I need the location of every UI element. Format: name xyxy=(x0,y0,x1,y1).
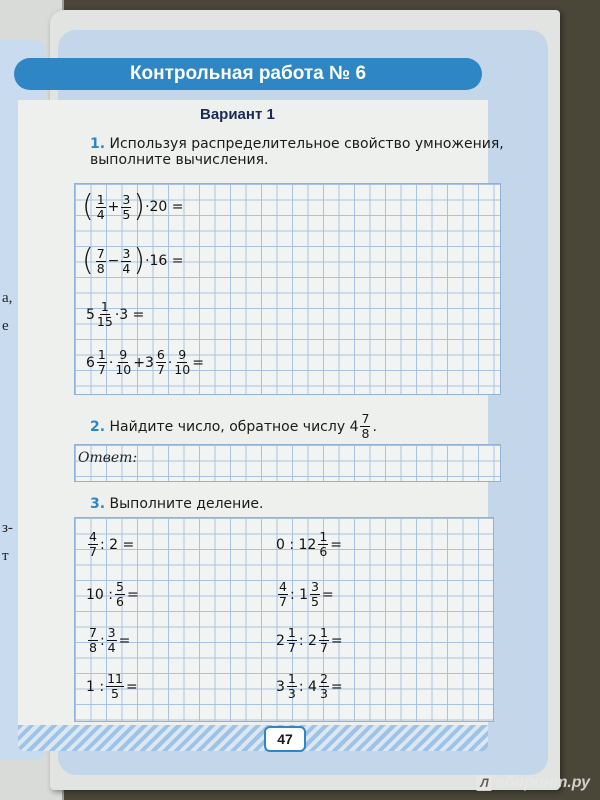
task-number: 3. xyxy=(90,496,106,512)
variant-label: Вариант 1 xyxy=(200,106,275,123)
page-title: Контрольная работа № 6 xyxy=(14,58,482,90)
division-expression: 10 : $\frac{5}{6}$ = xyxy=(86,579,139,609)
expression-3: 5 $\frac{1}{15}$ ·3 = xyxy=(86,299,145,329)
left-text-fragment: а, xyxy=(2,290,13,306)
task-text: Используя распределительное свойство умножения, xyxy=(109,136,504,152)
task-2-prompt: 2. Найдите число, обратное числу 4 $\frac{7}{8}$ . xyxy=(90,411,377,441)
division-expression: $\frac{4}{7}$ : 2 = xyxy=(89,529,135,559)
task-text: выполните вычисления. xyxy=(90,152,269,168)
expression-2: ( $\frac{7}{8}$ − $\frac{3}{4}$ ) ·16 = xyxy=(82,243,184,278)
footer-stripe xyxy=(18,725,488,751)
task-number: 2. xyxy=(90,418,106,435)
watermark-text: абиринт.ру xyxy=(495,774,590,791)
expression-1: ( $\frac{1}{4}$ + $\frac{3}{5}$ ) ·20 = xyxy=(82,189,184,224)
division-expression: $\frac{4}{7}$ : 1 $\frac{3}{5}$ = xyxy=(279,579,334,609)
watermark xyxy=(476,774,590,792)
answer-grid[interactable] xyxy=(74,444,501,482)
division-expression: 1 : $\frac{11}{5}$ = xyxy=(86,671,138,701)
expression-4: 6 $\frac{1}{7}$ · $\frac{9}{10}$ + 3 $\frac{6}{7}$ · $\frac{9}{10}$ = xyxy=(86,347,204,377)
left-text-fragment: е xyxy=(2,318,9,334)
left-text-fragment: з- xyxy=(2,520,13,536)
task-text: Выполните деление. xyxy=(109,496,264,512)
labirint-logo-icon: Л xyxy=(476,775,492,791)
division-expression: 0 : 12 $\frac{1}{6}$ = xyxy=(276,529,343,559)
task-number: 1. xyxy=(90,136,106,152)
division-expression: 3 $\frac{1}{3}$ : 4 $\frac{2}{3}$ = xyxy=(276,671,343,701)
task-1-prompt xyxy=(90,136,520,168)
answer-label: Ответ: xyxy=(78,450,138,466)
page-number: 47 xyxy=(264,726,306,752)
left-text-fragment: т xyxy=(2,548,9,564)
division-expression: $\frac{7}{8}$ : $\frac{3}{4}$ = xyxy=(89,625,131,655)
division-expression: 2 $\frac{1}{7}$ : 2 $\frac{1}{7}$ = xyxy=(276,625,343,655)
task-3-prompt xyxy=(90,496,263,512)
task-text: Найдите число, обратное числу xyxy=(109,418,346,435)
